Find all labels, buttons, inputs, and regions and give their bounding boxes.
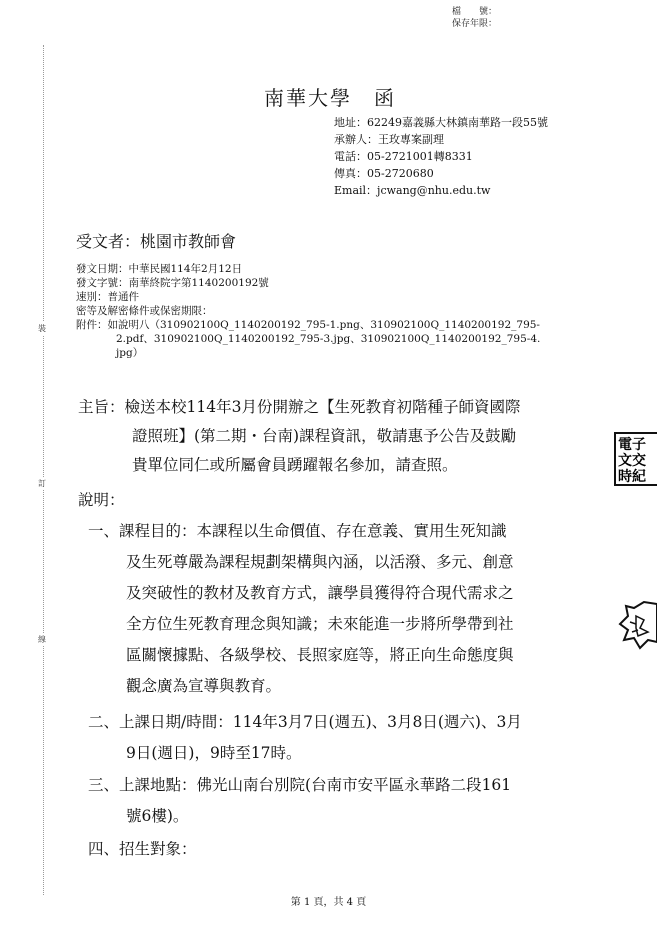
item-cont: 觀念廣為宣導與教育。 [126, 677, 282, 695]
stamp-line3: 時紀 [618, 469, 646, 485]
subject-label: 主旨： [78, 398, 125, 416]
subject-block [78, 393, 588, 480]
speed: 速別：普通件 [76, 291, 139, 303]
binding-line [43, 45, 44, 895]
document-title: 南華大學 函 [264, 86, 396, 110]
binding-mark-zhuang: 裝 [38, 324, 46, 333]
subject-line1: 檢送本校114年3月份開辦之【生死教育初階種子師資國際 [124, 398, 521, 416]
meta-block [76, 262, 586, 360]
item-line1: 課程目的：本課程以生命價值、存在意義、實用生死知識 [119, 522, 507, 540]
attachments [76, 318, 586, 332]
attachments-line2: 2.pdf、310902100Q_1140200192_795-3.jpg、310902100Q_1140200192_795-4. [116, 333, 541, 345]
explain-item-4 [88, 834, 588, 865]
explain-item-2 [88, 707, 588, 769]
item-number: 四、 [88, 840, 120, 858]
page-footer: 第 1 頁，共 4 頁 [290, 897, 367, 908]
retention-label: 保存年限： [452, 19, 498, 29]
item-cont: 全方位生死教育理念與知識；未來能進一步將所學帶到社 [126, 615, 514, 633]
item-line1: 上課地點：佛光山南台別院(台南市安平區永華路二段161 [119, 776, 512, 794]
phone: 電話：05-2721001轉8331 [334, 150, 473, 163]
file-no-label: 檔 號： [452, 7, 498, 17]
exchange-stamp-graphic [614, 432, 657, 486]
issue-date: 發文日期：中華民國114年2月12日 [76, 263, 243, 275]
binding-mark-xian: 線 [38, 635, 46, 644]
explain-item-3 [88, 770, 588, 832]
contact-block [334, 114, 579, 199]
item-cont: 號6樓)。 [126, 807, 189, 825]
recipient: 受文者：桃園市教師會 [76, 232, 237, 251]
handler: 承辦人：王玫專案副理 [334, 133, 444, 146]
doc-number: 發文字號：南華終院字第1140200192號 [76, 277, 269, 289]
item-cont: 及生死尊嚴為課程規劃架構與內涵，以活潑、多元、創意 [126, 553, 514, 571]
stamp-line1: 電子 [618, 437, 646, 453]
seal-fragment-graphic [614, 598, 657, 654]
exchange-stamp [614, 432, 657, 486]
address: 地址：62249嘉義縣大林鎮南華路一段55號 [334, 116, 548, 129]
explain-item-1 [88, 516, 588, 702]
item-number: 二、 [88, 713, 120, 731]
binding-mark-ding: 訂 [38, 479, 46, 488]
fax: 傳真：05-2720680 [334, 167, 434, 180]
item-cont: 9日(週日)，9時至17時。 [126, 744, 302, 762]
item-cont: 區關懷據點、各級學校、長照家庭等，將正向生命態度與 [126, 646, 514, 664]
archive-info [452, 6, 497, 30]
item-number: 一、 [88, 522, 120, 540]
item-number: 三、 [88, 776, 120, 794]
subject-line3: 貴單位同仁或所屬會員踴躍報名參加，請查照。 [132, 456, 458, 474]
attachments-line1: 如說明八（310902100Q_1140200192_795-1.png、310902100Q_1140200192_795- [107, 319, 540, 331]
item-line1: 上課日期/時間：114年3月7日(週五)、3月8日(週六)、3月 [119, 713, 522, 731]
item-cont: 及突破性的教材及教育方式，讓學員獲得符合現代需求之 [126, 584, 514, 602]
stamp-line2: 文交 [618, 453, 646, 469]
security-level: 密等及解密條件或保密期限： [76, 305, 213, 317]
explain-label: 說明： [78, 491, 125, 509]
subject-line2: 證照班】(第二期・台南)課程資訊，敬請惠予公告及鼓勵 [132, 427, 517, 445]
email: Email：jcwang@nhu.edu.tw [334, 184, 491, 197]
item-line1: 招生對象： [119, 840, 197, 858]
attachments-line3: jpg） [116, 347, 144, 359]
attachments-label: 附件： [76, 319, 108, 331]
seal-fragment [614, 598, 657, 654]
